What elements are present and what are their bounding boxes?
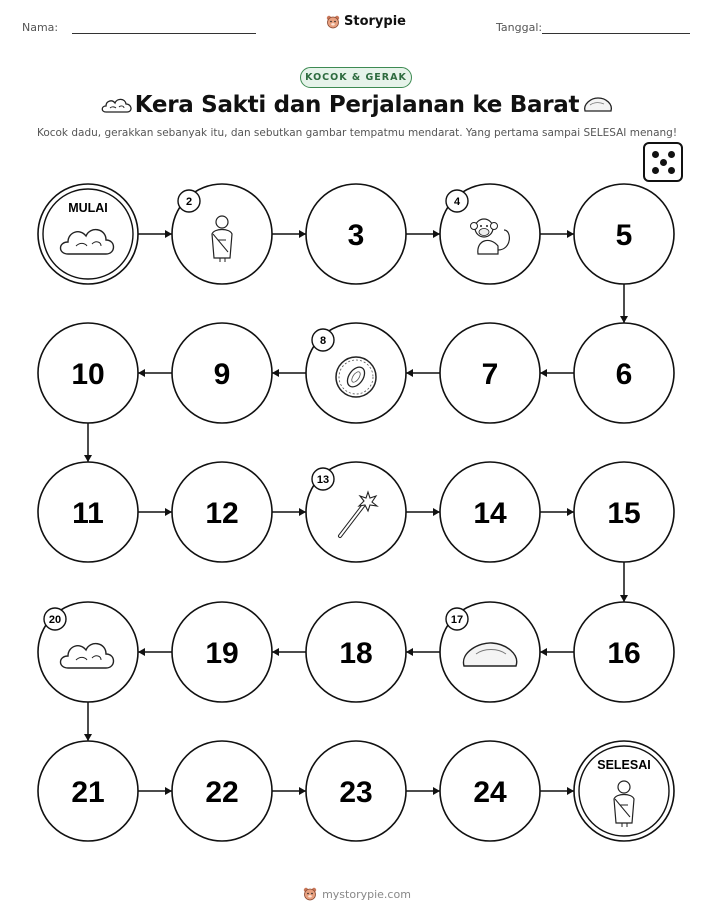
path-arrow (620, 284, 628, 323)
board-space-7 (440, 323, 540, 423)
board-space-22 (172, 741, 272, 841)
board-space-10 (38, 323, 138, 423)
tag-number: 17 (450, 614, 464, 626)
space-number: 15 (607, 497, 641, 530)
space-number-tag (446, 190, 468, 212)
brand-name: Storypie (344, 14, 406, 29)
path-arrow (272, 508, 306, 516)
path-arrow (138, 508, 172, 516)
page-title: Kera Sakti dan Perjalanan ke Barat (134, 92, 580, 118)
path-arrow (138, 230, 172, 238)
finish-label: SELESAI (597, 758, 651, 772)
space-number: 9 (213, 358, 231, 391)
tag-number: 8 (319, 335, 327, 347)
space-number: 14 (473, 497, 507, 530)
space-number: 24 (473, 776, 507, 809)
path-arrow (272, 369, 306, 377)
board-space-24 (440, 741, 540, 841)
path-arrow (540, 648, 574, 656)
tag-number: 20 (48, 614, 62, 626)
board-space-17 (440, 602, 540, 702)
space-number-tag (44, 608, 66, 630)
space-number-tag (312, 468, 334, 490)
space-number: 11 (72, 497, 104, 530)
board-space-11 (38, 462, 138, 562)
board-space-9 (172, 323, 272, 423)
space-number: 18 (339, 637, 373, 670)
space-number-tag (178, 190, 200, 212)
footer-url: mystorypie.com (322, 887, 411, 901)
board-space-16 (574, 602, 674, 702)
space-number-tag (446, 608, 468, 630)
tag-number: 2 (185, 196, 193, 208)
space-number: 19 (205, 637, 239, 670)
space-number: 3 (347, 219, 365, 252)
path-arrow (84, 423, 92, 462)
board-space-14 (440, 462, 540, 562)
bear-mascot-icon (303, 887, 317, 901)
board-space-2 (172, 184, 272, 284)
board-space-12 (172, 462, 272, 562)
space-number: 12 (205, 497, 239, 530)
board-space-1 (38, 184, 138, 284)
board-space-23 (306, 741, 406, 841)
date-label: Tanggal: (496, 21, 543, 34)
board-space-3 (306, 184, 406, 284)
path-arrow (540, 369, 574, 377)
path-arrow (272, 787, 306, 795)
board-space-18 (306, 602, 406, 702)
space-number: 7 (481, 358, 499, 391)
path-arrow (406, 230, 440, 238)
space-number: 10 (71, 358, 105, 391)
path-arrow (272, 230, 306, 238)
space-number: 23 (339, 776, 373, 809)
path-arrow (272, 648, 306, 656)
path-arrow (406, 787, 440, 795)
activity-badge: KOCOK & GERAK (300, 67, 412, 88)
footer (0, 887, 714, 901)
board-space-13 (306, 462, 406, 562)
path-arrow (540, 787, 574, 795)
path-arrow (540, 230, 574, 238)
path-arrow (406, 369, 440, 377)
name-label: Nama: (22, 21, 59, 34)
space-number-tag (312, 329, 334, 351)
instructions: Kocok dadu, gerakkan sebanyak itu, dan sebutkan gambar tempatmu mendarat. Yang pertama sampai SELESAI menang! (36, 127, 678, 139)
tag-number: 4 (453, 196, 461, 208)
path-arrow (406, 508, 440, 516)
space-number: 21 (71, 776, 105, 809)
tag-number: 13 (316, 474, 330, 486)
space-number: 22 (205, 776, 239, 809)
path-arrow (138, 787, 172, 795)
board-space-8 (306, 323, 406, 423)
path-arrow (138, 648, 172, 656)
board-space-21 (38, 741, 138, 841)
board-space-19 (172, 602, 272, 702)
space-number: 16 (607, 637, 641, 670)
path-arrow (138, 369, 172, 377)
space-number: 5 (615, 219, 633, 252)
board-space-15 (574, 462, 674, 562)
peach-icon (336, 357, 376, 397)
start-label: MULAI (68, 201, 108, 215)
path-arrow (84, 702, 92, 741)
board-space-20 (38, 602, 138, 702)
board-space-25 (574, 741, 674, 841)
path-arrow (540, 508, 574, 516)
board-space-4 (440, 184, 540, 284)
path-arrow (620, 562, 628, 602)
board-space-6 (574, 323, 674, 423)
path-arrow (406, 648, 440, 656)
space-number: 6 (615, 358, 633, 391)
board-space-5 (574, 184, 674, 284)
